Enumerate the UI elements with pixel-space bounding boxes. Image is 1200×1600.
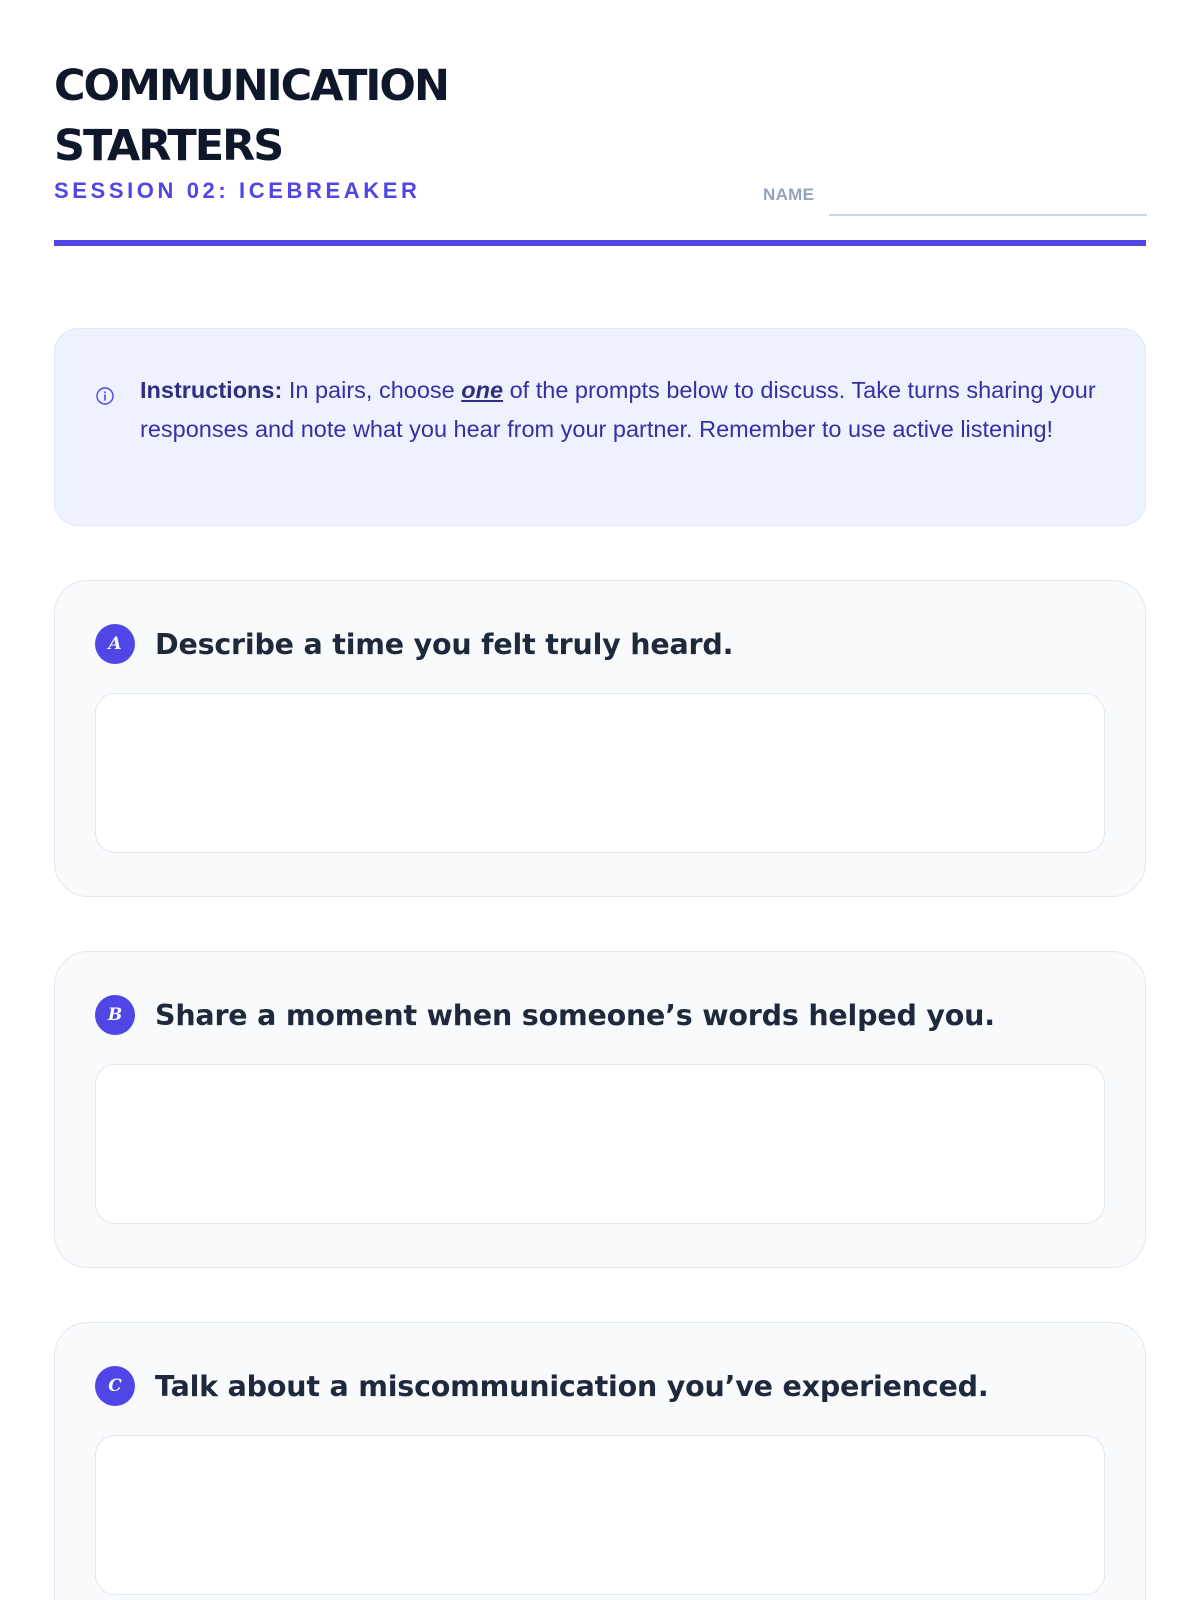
prompt-text: Talk about a miscommunication you’ve experienced. [155,1369,989,1403]
name-field-group [763,176,1147,216]
title-line-1: COMMUNICATION [54,61,448,111]
name-input-line[interactable] [829,178,1147,216]
page-title [54,56,574,176]
instructions-text [140,371,1105,448]
prompt-badge: A [95,624,135,664]
instructions-text-before: In pairs, choose [282,377,462,403]
prompt-text: Share a moment when someone’s words helped you. [155,998,995,1032]
prompt-text: Describe a time you felt truly heard. [155,627,734,661]
prompt-header [95,623,1105,665]
instructions-text-after: of the prompts below to discuss. Take turns sharing your responses and note what you hear from your partner. Remember to use active listening! [140,377,1096,442]
prompt-header [95,1365,1105,1407]
prompt-badge: B [95,995,135,1035]
instructions-emphasis: one [461,377,504,403]
prompt-card-b [54,951,1146,1268]
instructions-lead: Instructions: [140,377,283,403]
info-icon [95,386,115,406]
answer-box[interactable] [95,1435,1105,1595]
prompt-card-a [54,580,1146,897]
prompt-header [95,994,1105,1036]
instructions-box [54,328,1146,526]
session-subtitle: SESSION 02: ICEBREAKER [54,178,421,203]
header-divider [54,240,1146,246]
worksheet-header [54,0,1146,248]
prompt-card-c [54,1322,1146,1600]
answer-box[interactable] [95,1064,1105,1224]
title-line-2: STARTERS [54,121,283,171]
prompt-badge: C [95,1366,135,1406]
name-label: NAME [763,185,815,204]
answer-box[interactable] [95,693,1105,853]
